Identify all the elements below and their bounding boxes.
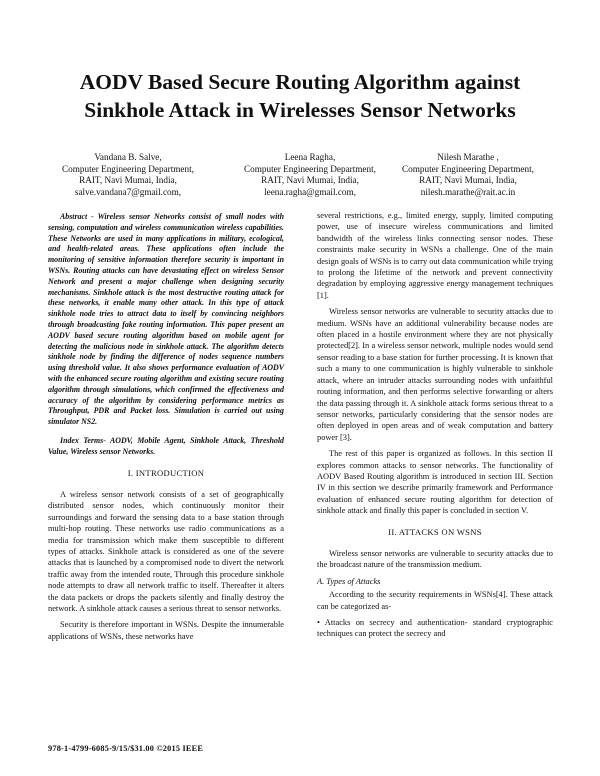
abstract-text: Abstract - Wireless sensor Networks consist of small nodes with sensing, computation and wireless communication wireless capabilities. These Networks are used in many applications in military, ecological, and health-related areas. These applications often include the monitoring of sensitive information therefore security is important in WSNs. Routing attacks can have devastating effect on wireless Sensor Network and present a major challenge when designing security mechanisms. Sinkhole attack is the most destructive routing attack for these networks, it enable many other attack. In this type of attack sinkhole node tries to attract data to itself by convincing neighbors through broadcasting fake routing information. This paper present an AODV based secure routing algorithm based on mobile agent for detecting the malicious node in sinkhole attack. The algorithm detects sinkhole node by finding the difference of nodes sequence numbers using threshold value. It also shows performance evaluation of AODV with the enhanced secure routing algorithm and existing secure routing algorithm through simulations, which confirmed the effectiveness and accuracy of the algorithm by considering performance metrics as Throughput, PDR and Packet loss. Simulation is carried out using simulator NS2.	[48, 212, 284, 427]
copyright-footer: 978-1-4799-6085-9/15/$31.00 ©2015 IEEE	[48, 744, 204, 753]
author-3	[368, 152, 568, 198]
author-1	[28, 152, 228, 198]
author-email: leena.ragha@gmail.com,	[264, 186, 356, 197]
intro-paragraph-2: Security is therefore important in WSNs. Despite the innumerable applications of WSNs, these networks have	[48, 620, 284, 641]
title-line-1: AODV Based Secure Routing Algorithm against	[79, 70, 521, 94]
paper-title	[30, 68, 570, 124]
author-organization: RAIT, Navi Mumai, India,	[261, 175, 359, 186]
author-name: Leena Ragha,	[284, 152, 336, 162]
intro-paragraph-continued: several restrictions, e.g., limited energy, supply, limited computing power, use of insecure wireless communications and limited bandwidth of the wireless links connecting sensor nodes. These constraints make security in WSNs a challenge. One of the main design goals of WSNs is to carry out data communication while trying to prolong the lifetime of the network and prevent connectivity degradation by employing aggressive energy management techniques [1].	[317, 211, 553, 300]
bullet-item: • Attacks on secrecy and authentication- standard cryptographic techniques can protect the secrecy and	[317, 618, 553, 639]
author-department: Computer Engineering Department,	[402, 163, 534, 174]
author-organization: RAIT, Navi Mumai, India,	[419, 175, 517, 186]
right-column	[317, 210, 553, 645]
section-heading-attacks: II. ATTACKS ON WSNS	[388, 526, 482, 537]
author-name: Vandana B. Salve,	[94, 152, 162, 162]
author-name: Nilesh Marathe ,	[437, 152, 499, 162]
title-line-2: Sinkhole Attack in Wirelesses Sensor Networks	[84, 98, 516, 122]
index-terms: Index Terms- AODV, Mobile Agent, Sinkhole Attack, Threshold Value, Wireless sensor Networks.	[48, 435, 284, 456]
subsection-heading-types: A. Types of Attacks	[317, 576, 381, 586]
intro-paragraph-4: The rest of this paper is organized as follows. In this section II explores common attacks to sensor networks. The functionality of AODV Based Routing algorithm is introduced in section III. Section IV in this section we describe primarily framework and Performance evaluation of enhanced secure routing algorithm for detection of sinkhole attack and finally this paper is concluded in section V.	[317, 449, 553, 516]
section-heading-introduction: I. INTRODUCTION	[127, 467, 205, 478]
author-email: nilesh.marathe@rait.ac.in	[420, 186, 516, 197]
abstract-block	[48, 212, 284, 458]
left-column	[48, 212, 284, 647]
author-department: Computer Engineering Department,	[62, 163, 194, 174]
author-email: salve.vandana7@gmail.com,	[74, 186, 182, 197]
author-organization: RAIT, Navi Mumai, India,	[79, 175, 177, 186]
intro-paragraph-1: A wireless sensor network consists of a set of geographically distributed sensor nodes, which continuously monitor their surroundings and forward the sensing data to a base station through multi-hop routing. These networks use radio communications as a media for transmission which make them susceptible to different types of attacks. Sinkhole attack is considered as one of the severe attacks that is launched by a compromised node to divert the network traffic away from the intended route, Through this procedure sinkhole node attempts to draw all network traffic to itself. Thereafter it alters the data packets or drops the packets silently and finally destroy the network. A sinkhole attack causes a serious threat to sensor networks.	[48, 489, 284, 613]
intro-paragraph-3: Wireless sensor networks are vulnerable to security attacks due to medium. WSNs have an additional vulnerability because nodes are often placed in a hostile environment where they are not physically protected[2]. In a wireless sensor network, multiple nodes would send sensor reading to a base station for further processing. It is known that such a many to one communication is highly vulnerable to sinkhole attack, where an intruder attacks surrounding nodes with unfaithful routing information, and then performs selective forwarding or alters the data passing through it. A sinkhole attack forms serious threat to a sensor networks, particularly considering that the sensor nodes are often deployed in open areas and of weak computation and battery power [3].	[317, 307, 553, 442]
author-department: Computer Engineering Department,	[244, 163, 376, 174]
attacks-paragraph-1: Wireless sensor networks are vulnerable to security attacks due to the broadcast nature of the transmission medium.	[317, 548, 553, 570]
attacks-paragraph-2: According to the security requirements in WSNs[4]. These attack can be categorized as-	[317, 590, 553, 611]
